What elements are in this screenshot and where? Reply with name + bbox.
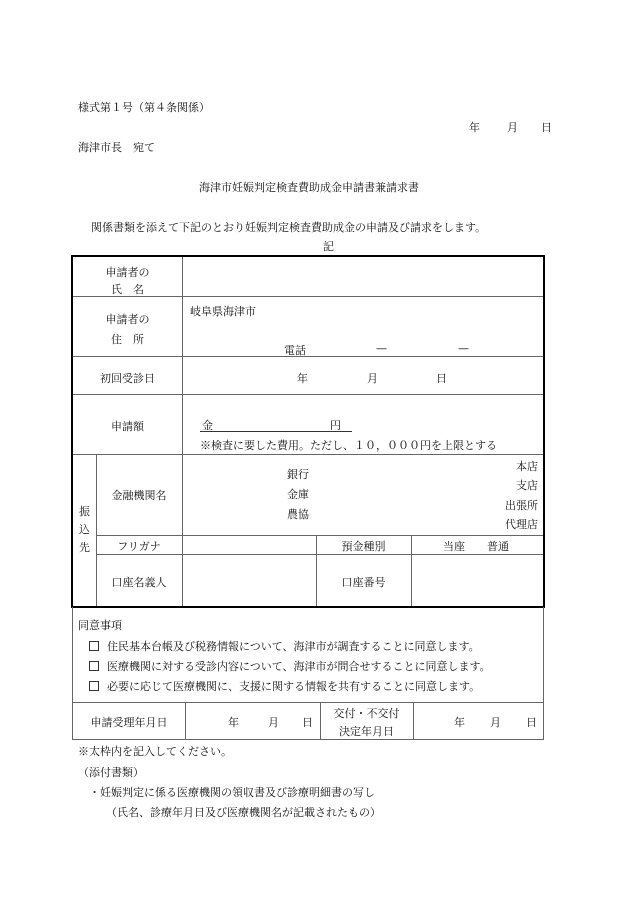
furigana-field[interactable] <box>183 536 316 554</box>
received-label: 申請受理年月日 <box>90 716 168 729</box>
institution-type-shinkin[interactable]: 金庫 <box>287 488 309 501</box>
phone-dash-1: — <box>376 342 387 355</box>
deposit-type-current[interactable]: 当座 <box>443 540 465 553</box>
branch-type-branch[interactable]: 支店 <box>516 479 538 492</box>
date-year-label: 年 <box>469 121 480 134</box>
address-label-line1: 申請者の <box>105 313 150 326</box>
deposit-type-ordinary[interactable]: 普通 <box>487 540 509 553</box>
branch-type-main[interactable]: 本店 <box>516 460 538 473</box>
name-field[interactable] <box>183 257 543 296</box>
decision-month: 月 <box>490 716 501 729</box>
addressee: 海津市長 宛て <box>78 141 155 154</box>
decision-label-line1: 交付・不交付 <box>333 707 400 720</box>
branch-type-agency[interactable]: 代理店 <box>505 518 538 531</box>
decision-label-line2: 決定年月日 <box>339 725 394 738</box>
branch-type-office[interactable]: 出張所 <box>505 499 538 512</box>
amount-prefix: 金 <box>202 419 213 432</box>
account-number-field[interactable] <box>412 555 543 606</box>
received-year: 年 <box>228 716 239 729</box>
decision-day: 日 <box>526 716 537 729</box>
checkbox-icon[interactable] <box>89 681 99 691</box>
consent-item-text: 必要に応じて医療機関に、支援に関する情報を共有することに同意します。 <box>107 680 481 693</box>
first-visit-month: 月 <box>367 372 378 385</box>
account-holder-label: 口座名義人 <box>111 576 167 589</box>
address-label-line2: 住 所 <box>111 333 144 346</box>
attachment-sub: （氏名、診療年月日及び医療機関名が記載されたもの） <box>106 806 381 819</box>
institution-type-nokyo[interactable]: 農協 <box>287 508 309 521</box>
phone-dash-2: — <box>458 342 469 355</box>
decision-year: 年 <box>454 716 465 729</box>
furigana-label: フリガナ <box>117 540 161 553</box>
attachment-item: ・妊娠判定に係る医療機関の領収書及び診療明細書の写し <box>89 786 375 799</box>
receipt-table <box>72 702 544 740</box>
first-visit-label: 初回受診日 <box>100 372 155 385</box>
checkbox-icon[interactable] <box>89 661 99 671</box>
first-visit-year: 年 <box>297 372 308 385</box>
received-month: 月 <box>268 716 279 729</box>
date-month-label: 月 <box>507 121 518 134</box>
institution-type-bank[interactable]: 銀行 <box>287 468 309 481</box>
first-visit-day: 日 <box>436 372 447 385</box>
consent-item-1[interactable] <box>89 638 480 654</box>
deposit-type-label: 預金種別 <box>341 540 386 553</box>
received-day: 日 <box>302 716 313 729</box>
date-day-label: 日 <box>541 121 552 134</box>
consent-item-text: 医療機関に対する受診内容について、海津市が問合せすることに同意します。 <box>107 660 491 673</box>
address-prefill: 岐阜県海津市 <box>190 305 256 318</box>
address-field[interactable] <box>183 297 543 337</box>
name-label-line2: 氏 名 <box>111 283 144 296</box>
ki-mark: 記 <box>323 240 334 253</box>
checkbox-icon[interactable] <box>89 641 99 651</box>
transfer-label-2: 込 <box>79 523 90 536</box>
application-form-frame <box>71 255 545 608</box>
institution-label: 金融機関名 <box>111 489 167 502</box>
transfer-label-1: 振 <box>79 505 90 518</box>
consent-item-2[interactable] <box>89 658 491 674</box>
amount-note: ※検査に要した費用。ただし、１０，０００円を上限とする <box>200 439 497 452</box>
amount-field[interactable] <box>200 417 352 432</box>
account-holder-field[interactable] <box>183 555 316 606</box>
consent-item-text: 住民基本台帳及び税務情報について、海津市が調査することに同意します。 <box>107 640 480 653</box>
footer-note: ※太枠内を記入してください。 <box>78 745 232 758</box>
amount-label: 申請額 <box>111 420 144 433</box>
name-label-line1: 申請者の <box>105 266 150 279</box>
intro-text: 関係書類を添えて下記のとおり妊娠判定検査費助成金の申請及び請求をします。 <box>91 221 487 234</box>
consent-item-3[interactable] <box>89 678 480 694</box>
form-number: 様式第１号（第４条関係） <box>78 101 210 114</box>
document-title: 海津市妊娠判定検査費助成金申請書兼請求書 <box>199 181 419 194</box>
phone-label: 電話 <box>284 344 306 357</box>
transfer-label-3: 先 <box>79 541 90 554</box>
amount-unit: 円 <box>330 419 341 432</box>
consent-title: 同意事項 <box>78 619 122 632</box>
attachments-title: （添付書類） <box>78 766 144 779</box>
account-number-label: 口座番号 <box>341 576 386 589</box>
